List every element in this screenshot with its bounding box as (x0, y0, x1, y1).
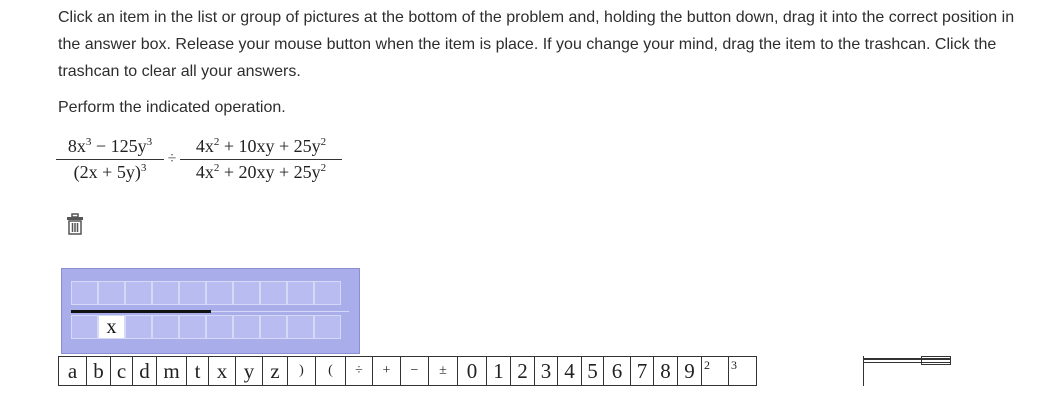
fraction-2-bar (180, 159, 342, 160)
fraction-2-denominator: $4x^2 + 20xy + 25y^2$ (195, 162, 327, 182)
instructions: Click an item in the list or group of pictures at the bottom of the problem and, holding the button down, drag it into the correct position in the answer box. Release your mouse button when the item is place. If you change your mind, drag the item to the trashcan. Click the trashcan to clear all your answers. (58, 9, 1015, 80)
fraction-1-bar (56, 159, 164, 160)
symbol-palette (58, 356, 757, 386)
palette-tile-a[interactable]: a (59, 357, 87, 385)
answer-cell[interactable] (179, 315, 206, 339)
answer-cell[interactable] (152, 315, 179, 339)
answer-cell-filled[interactable]: x (98, 315, 125, 339)
palette-tile-exponent-3[interactable]: 3 (731, 358, 737, 372)
palette-tile-6[interactable]: 6 (604, 357, 631, 385)
answer-cell[interactable] (314, 281, 341, 305)
palette-tile-c[interactable]: c (111, 357, 133, 385)
palette-tile-close-paren[interactable]: ) (288, 357, 316, 385)
palette-tile-exponent-2[interactable]: 2 (702, 357, 729, 385)
trash-icon[interactable] (66, 213, 84, 235)
fraction-tile-edge (863, 356, 864, 386)
answer-cell[interactable] (287, 315, 314, 339)
answer-cell[interactable] (233, 281, 260, 305)
palette-tile-1[interactable]: 1 (487, 357, 511, 385)
fraction-2 (180, 136, 342, 183)
palette-tile-minus[interactable]: − (401, 357, 429, 385)
answer-fraction-bar (71, 310, 211, 313)
palette-tile-7[interactable]: 7 (631, 357, 654, 385)
palette-tile-z[interactable]: z (263, 357, 288, 385)
answer-cell[interactable] (125, 315, 152, 339)
palette-tile-4[interactable]: 4 (558, 357, 582, 385)
answer-cell[interactable] (71, 315, 98, 339)
answer-cell[interactable] (179, 281, 206, 305)
palette-tile-b[interactable]: b (87, 357, 111, 385)
palette-tile-open-paren[interactable]: ( (316, 357, 346, 385)
palette-tile-5[interactable]: 5 (582, 357, 604, 385)
problem-prompt: Perform the indicated operation. (58, 99, 286, 116)
answer-cell[interactable] (260, 281, 287, 305)
palette-tile-fraction-bar[interactable] (863, 356, 951, 366)
palette-tile-2[interactable]: 2 (511, 357, 535, 385)
answer-cell[interactable] (287, 281, 314, 305)
fraction-1-denominator: $(2x + 5y)^3$ (73, 162, 147, 182)
division-operator: ÷ (167, 150, 177, 167)
fraction-tile-box (921, 356, 951, 365)
palette-tile-d[interactable]: d (133, 357, 157, 385)
answer-denominator-row (71, 315, 341, 339)
palette-tile-m[interactable]: m (157, 357, 187, 385)
palette-tile-y[interactable]: y (236, 357, 263, 385)
fraction-2-numerator: $4x^2 + 10xy + 25y^2$ (195, 136, 327, 156)
answer-cell[interactable] (260, 315, 287, 339)
palette-tile-3[interactable]: 3 (535, 357, 558, 385)
answer-cell[interactable] (71, 281, 98, 305)
answer-numerator-row (71, 281, 341, 305)
answer-cell[interactable] (206, 315, 233, 339)
palette-tile-0[interactable]: 0 (458, 357, 487, 385)
answer-cell[interactable] (125, 281, 152, 305)
answer-fraction-bar-extension (211, 311, 349, 312)
fraction-1-numerator: $8x^3 - 125y^3$ (67, 136, 153, 156)
palette-tile-9[interactable]: 9 (678, 357, 702, 385)
palette-tile-t[interactable]: t (187, 357, 209, 385)
fraction-1 (56, 136, 164, 183)
answer-cell[interactable] (314, 315, 341, 339)
palette-tile-x[interactable]: x (209, 357, 236, 385)
answer-cell[interactable] (206, 281, 233, 305)
answer-box[interactable] (61, 268, 360, 354)
palette-tile-8[interactable]: 8 (654, 357, 678, 385)
palette-tile-plus-minus[interactable]: ± (429, 357, 458, 385)
palette-tile-plus[interactable]: + (373, 357, 401, 385)
palette-tile-divide[interactable]: ÷ (346, 357, 373, 385)
answer-cell[interactable] (152, 281, 179, 305)
answer-cell[interactable] (233, 315, 260, 339)
answer-cell[interactable] (98, 281, 125, 305)
